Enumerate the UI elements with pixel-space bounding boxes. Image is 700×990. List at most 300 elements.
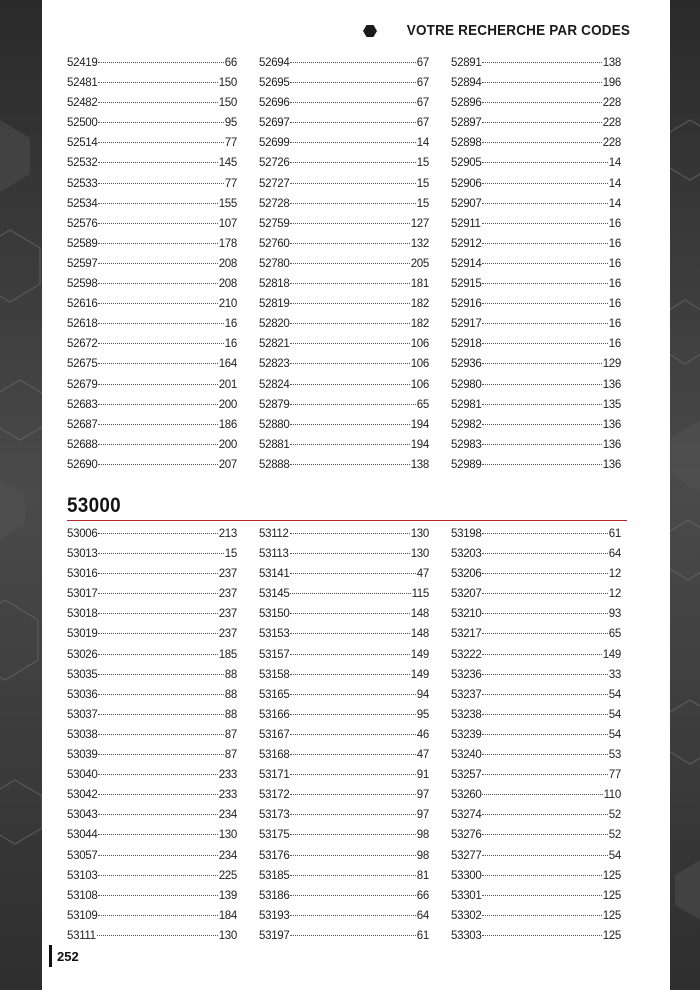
entry-code: 52780 bbox=[259, 257, 290, 270]
entry-page: 67 bbox=[416, 57, 429, 69]
index-column bbox=[67, 528, 237, 950]
entry-code: 52897 bbox=[451, 117, 482, 130]
entry-code: 52880 bbox=[259, 418, 290, 431]
dot-leader bbox=[482, 122, 601, 123]
index-entry bbox=[259, 117, 429, 137]
index-entry bbox=[67, 669, 237, 689]
index-entry bbox=[259, 850, 429, 870]
entry-page: 148 bbox=[410, 628, 429, 641]
entry-page: 66 bbox=[224, 57, 237, 69]
index-entry bbox=[451, 548, 621, 568]
dot-leader bbox=[482, 834, 607, 835]
dot-leader bbox=[290, 734, 415, 735]
entry-code: 53185 bbox=[259, 869, 290, 882]
entry-code: 53301 bbox=[451, 889, 482, 902]
entry-page: 94 bbox=[416, 688, 429, 701]
dot-leader bbox=[482, 203, 607, 204]
dot-leader bbox=[98, 363, 217, 364]
index-entry bbox=[67, 419, 237, 439]
entry-code: 53300 bbox=[451, 869, 482, 882]
entry-code: 53111 bbox=[67, 929, 96, 942]
dot-leader bbox=[290, 283, 409, 284]
dot-leader bbox=[290, 263, 409, 264]
index-column bbox=[451, 528, 621, 950]
index-entry bbox=[451, 358, 621, 378]
dot-leader bbox=[290, 553, 410, 554]
entry-code: 52936 bbox=[451, 358, 482, 371]
index-entry bbox=[451, 77, 621, 97]
entry-code: 52918 bbox=[451, 338, 482, 351]
entry-page: 95 bbox=[416, 708, 429, 721]
entry-page: 208 bbox=[218, 257, 237, 270]
index-entry bbox=[67, 439, 237, 459]
dot-leader bbox=[290, 464, 409, 465]
entry-page: 110 bbox=[603, 789, 621, 802]
entry-page: 136 bbox=[602, 378, 621, 391]
index-entry bbox=[67, 77, 237, 97]
dot-leader bbox=[98, 464, 217, 465]
index-entry bbox=[259, 548, 429, 568]
dot-leader bbox=[482, 794, 602, 795]
entry-code: 53057 bbox=[67, 849, 98, 862]
index-entry bbox=[451, 379, 621, 399]
entry-code: 53035 bbox=[67, 668, 98, 681]
entry-page: 200 bbox=[218, 438, 237, 451]
dot-leader bbox=[290, 915, 415, 916]
entry-code: 52907 bbox=[451, 197, 482, 210]
entry-page: 148 bbox=[410, 608, 429, 621]
entry-code: 53040 bbox=[67, 769, 98, 782]
index-entry bbox=[451, 809, 621, 829]
index-column bbox=[67, 57, 237, 479]
entry-code: 52481 bbox=[67, 77, 98, 90]
entry-code: 52916 bbox=[451, 298, 482, 311]
index-entry bbox=[259, 218, 429, 238]
dot-leader bbox=[482, 223, 608, 224]
entry-code: 53017 bbox=[67, 588, 98, 601]
dot-leader bbox=[482, 674, 607, 675]
dot-leader bbox=[482, 754, 607, 755]
dot-leader bbox=[290, 633, 409, 634]
index-column bbox=[259, 528, 429, 950]
entry-page: 16 bbox=[608, 217, 621, 230]
entry-page: 88 bbox=[224, 708, 237, 721]
index-entry bbox=[451, 588, 621, 608]
dot-leader bbox=[482, 142, 601, 143]
dot-leader bbox=[98, 895, 217, 896]
entry-code: 53167 bbox=[259, 728, 290, 741]
dot-leader bbox=[290, 573, 415, 574]
dot-leader bbox=[482, 935, 601, 936]
entry-code: 52911 bbox=[451, 217, 481, 230]
dot-leader bbox=[98, 183, 223, 184]
index-entry bbox=[67, 850, 237, 870]
dot-leader bbox=[482, 162, 607, 163]
entry-code: 53109 bbox=[67, 909, 98, 922]
index-entry bbox=[451, 568, 621, 588]
entry-page: 16 bbox=[608, 318, 621, 331]
dot-leader bbox=[290, 875, 415, 876]
entry-page: 145 bbox=[218, 157, 237, 170]
entry-page: 106 bbox=[410, 338, 429, 351]
section-title: 53000 bbox=[67, 494, 121, 517]
entry-page: 61 bbox=[416, 929, 429, 942]
entry-page: 130 bbox=[218, 929, 237, 942]
index-entry bbox=[67, 568, 237, 588]
index-entry bbox=[67, 97, 237, 117]
index-entry bbox=[451, 649, 621, 669]
dot-leader bbox=[97, 935, 218, 936]
index-entry bbox=[259, 568, 429, 588]
entry-page: 87 bbox=[224, 749, 237, 762]
entry-code: 52419 bbox=[67, 57, 98, 69]
index-entry bbox=[451, 930, 621, 950]
entry-code: 52980 bbox=[451, 378, 482, 391]
entry-page: 54 bbox=[608, 688, 621, 701]
entry-code: 53186 bbox=[259, 889, 290, 902]
index-entry bbox=[451, 829, 621, 849]
entry-page: 67 bbox=[416, 117, 429, 130]
entry-page: 65 bbox=[416, 398, 429, 411]
dot-leader bbox=[290, 303, 409, 304]
entry-page: 14 bbox=[416, 137, 429, 150]
index-entry bbox=[67, 608, 237, 628]
dot-leader bbox=[98, 794, 217, 795]
entry-page: 67 bbox=[416, 77, 429, 90]
entry-page: 185 bbox=[218, 648, 237, 661]
entry-code: 53193 bbox=[259, 909, 290, 922]
dot-leader bbox=[290, 674, 409, 675]
entry-page: 88 bbox=[224, 688, 237, 701]
dot-leader bbox=[98, 533, 217, 534]
dot-leader bbox=[482, 384, 601, 385]
index-entry bbox=[259, 238, 429, 258]
index-entry bbox=[451, 729, 621, 749]
dot-leader bbox=[98, 674, 223, 675]
index-entry bbox=[67, 218, 237, 238]
entry-code: 53236 bbox=[451, 668, 482, 681]
entry-code: 53016 bbox=[67, 568, 98, 581]
entry-page: 14 bbox=[608, 197, 621, 210]
entry-code: 53018 bbox=[67, 608, 98, 621]
entry-code: 53302 bbox=[451, 909, 482, 922]
dot-leader bbox=[482, 593, 607, 594]
entry-page: 54 bbox=[608, 708, 621, 721]
entry-code: 52696 bbox=[259, 97, 290, 110]
index-column bbox=[259, 57, 429, 479]
entry-code: 52759 bbox=[259, 217, 290, 230]
entry-code: 52881 bbox=[259, 438, 290, 451]
entry-page: 207 bbox=[218, 458, 237, 471]
entry-page: 15 bbox=[224, 548, 237, 561]
dot-leader bbox=[98, 283, 217, 284]
dot-leader bbox=[482, 183, 607, 184]
entry-page: 213 bbox=[218, 528, 237, 540]
entry-code: 53037 bbox=[67, 708, 98, 721]
entry-page: 149 bbox=[410, 648, 429, 661]
index-entry bbox=[451, 278, 621, 298]
entry-page: 129 bbox=[602, 358, 621, 371]
index-entry bbox=[259, 608, 429, 628]
index-entry bbox=[259, 789, 429, 809]
dot-leader bbox=[98, 343, 223, 344]
entry-page: 194 bbox=[410, 438, 429, 451]
entry-code: 52760 bbox=[259, 237, 290, 250]
index-column bbox=[451, 57, 621, 479]
dot-leader bbox=[290, 613, 409, 614]
index-entry bbox=[451, 709, 621, 729]
entry-code: 53168 bbox=[259, 749, 290, 762]
entry-code: 53197 bbox=[259, 929, 290, 942]
index-block-bottom bbox=[67, 528, 621, 950]
dot-leader bbox=[290, 243, 409, 244]
entry-code: 52912 bbox=[451, 237, 482, 250]
entry-page: 16 bbox=[608, 298, 621, 311]
entry-page: 81 bbox=[416, 869, 429, 882]
dot-leader bbox=[290, 694, 415, 695]
dot-leader bbox=[98, 814, 217, 815]
entry-code: 52675 bbox=[67, 358, 98, 371]
entry-page: 77 bbox=[608, 769, 621, 782]
index-entry bbox=[259, 358, 429, 378]
dot-leader bbox=[98, 404, 217, 405]
dot-leader bbox=[290, 444, 409, 445]
dot-leader bbox=[482, 464, 601, 465]
index-entry bbox=[259, 910, 429, 930]
entry-code: 53112 bbox=[259, 528, 289, 540]
index-entry bbox=[259, 870, 429, 890]
index-entry bbox=[67, 588, 237, 608]
entry-page: 91 bbox=[416, 769, 429, 782]
index-entry bbox=[67, 910, 237, 930]
entry-code: 52532 bbox=[67, 157, 98, 170]
entry-page: 233 bbox=[218, 789, 237, 802]
entry-page: 16 bbox=[608, 338, 621, 351]
dot-leader bbox=[98, 855, 217, 856]
index-entry bbox=[259, 588, 429, 608]
entry-page: 228 bbox=[602, 137, 621, 150]
index-entry bbox=[67, 117, 237, 137]
entry-page: 47 bbox=[416, 568, 429, 581]
entry-code: 52983 bbox=[451, 438, 482, 451]
entry-page: 194 bbox=[410, 418, 429, 431]
entry-page: 234 bbox=[218, 809, 237, 822]
entry-page: 47 bbox=[416, 749, 429, 762]
index-entry bbox=[67, 870, 237, 890]
index-entry bbox=[67, 459, 237, 479]
dot-leader bbox=[290, 82, 415, 83]
entry-page: 237 bbox=[218, 588, 237, 601]
index-entry bbox=[451, 669, 621, 689]
dot-leader bbox=[482, 814, 607, 815]
index-entry bbox=[451, 157, 621, 177]
entry-code: 52690 bbox=[67, 458, 98, 471]
entry-page: 184 bbox=[218, 909, 237, 922]
index-entry bbox=[259, 689, 429, 709]
index-entry bbox=[67, 278, 237, 298]
page-number-label: 252 bbox=[57, 948, 79, 964]
entry-code: 52824 bbox=[259, 378, 290, 391]
entry-page: 136 bbox=[602, 418, 621, 431]
index-entry bbox=[259, 930, 429, 950]
dot-leader bbox=[482, 283, 607, 284]
entry-code: 53013 bbox=[67, 548, 98, 561]
entry-page: 150 bbox=[218, 77, 237, 90]
index-entry bbox=[67, 709, 237, 729]
entry-page: 186 bbox=[218, 418, 237, 431]
index-entry bbox=[259, 459, 429, 479]
entry-page: 52 bbox=[608, 829, 621, 842]
index-entry bbox=[67, 137, 237, 157]
entry-code: 53203 bbox=[451, 548, 482, 561]
entry-code: 52589 bbox=[67, 237, 98, 250]
index-entry bbox=[259, 379, 429, 399]
index-entry bbox=[451, 198, 621, 218]
entry-page: 200 bbox=[218, 398, 237, 411]
entry-code: 53260 bbox=[451, 789, 482, 802]
dot-leader bbox=[98, 323, 223, 324]
entry-page: 237 bbox=[218, 628, 237, 641]
entry-code: 53175 bbox=[259, 829, 290, 842]
entry-code: 53276 bbox=[451, 829, 482, 842]
dot-leader bbox=[290, 834, 415, 835]
entry-page: 54 bbox=[608, 849, 621, 862]
entry-page: 46 bbox=[416, 728, 429, 741]
entry-code: 53210 bbox=[451, 608, 482, 621]
dot-leader bbox=[482, 444, 601, 445]
index-entry bbox=[451, 890, 621, 910]
index-entry bbox=[259, 769, 429, 789]
entry-page: 106 bbox=[410, 378, 429, 391]
entry-code: 52482 bbox=[67, 97, 98, 110]
index-entry bbox=[67, 789, 237, 809]
dot-leader bbox=[98, 774, 217, 775]
entry-page: 130 bbox=[410, 548, 429, 561]
entry-code: 52597 bbox=[67, 257, 98, 270]
dot-leader bbox=[290, 162, 415, 163]
entry-code: 52533 bbox=[67, 177, 98, 190]
index-entry bbox=[67, 258, 237, 278]
entry-code: 52896 bbox=[451, 97, 482, 110]
dot-leader bbox=[98, 243, 217, 244]
entry-code: 53173 bbox=[259, 809, 290, 822]
index-entry bbox=[451, 399, 621, 419]
index-entry bbox=[451, 178, 621, 198]
entry-code: 53042 bbox=[67, 789, 98, 802]
index-entry bbox=[259, 649, 429, 669]
dot-leader bbox=[290, 533, 410, 534]
entry-page: 125 bbox=[602, 889, 621, 902]
index-entry bbox=[451, 910, 621, 930]
dot-leader bbox=[290, 183, 415, 184]
entry-page: 182 bbox=[410, 298, 429, 311]
entry-page: 52 bbox=[608, 809, 621, 822]
index-entry bbox=[451, 749, 621, 769]
dot-leader bbox=[290, 62, 415, 63]
entry-page: 138 bbox=[410, 458, 429, 471]
entry-page: 205 bbox=[410, 257, 429, 270]
dot-leader bbox=[98, 444, 217, 445]
page-number-bar bbox=[49, 945, 52, 967]
dot-leader bbox=[98, 633, 217, 634]
dot-leader bbox=[290, 895, 415, 896]
entry-page: 210 bbox=[218, 298, 237, 311]
entry-page: 97 bbox=[416, 809, 429, 822]
entry-code: 53113 bbox=[259, 548, 289, 561]
index-entry bbox=[259, 628, 429, 648]
dot-leader bbox=[98, 613, 217, 614]
dot-leader bbox=[290, 814, 415, 815]
index-entry bbox=[451, 459, 621, 479]
index-entry bbox=[259, 528, 429, 548]
entry-code: 53165 bbox=[259, 688, 290, 701]
entry-code: 53237 bbox=[451, 688, 482, 701]
index-entry bbox=[67, 399, 237, 419]
index-entry bbox=[451, 419, 621, 439]
index-entry bbox=[451, 338, 621, 358]
dot-leader bbox=[482, 343, 607, 344]
entry-page: 15 bbox=[416, 197, 429, 210]
entry-code: 52697 bbox=[259, 117, 290, 130]
entry-page: 127 bbox=[410, 217, 429, 230]
entry-code: 53303 bbox=[451, 929, 482, 942]
entry-code: 52726 bbox=[259, 157, 290, 170]
index-entry bbox=[259, 809, 429, 829]
entry-page: 16 bbox=[608, 237, 621, 250]
entry-page: 149 bbox=[410, 668, 429, 681]
dot-leader bbox=[98, 714, 223, 715]
dot-leader bbox=[482, 533, 607, 534]
dot-leader bbox=[98, 875, 217, 876]
index-entry bbox=[259, 399, 429, 419]
entry-page: 12 bbox=[608, 588, 621, 601]
index-entry bbox=[67, 769, 237, 789]
entry-code: 52915 bbox=[451, 278, 482, 291]
dot-leader bbox=[482, 875, 601, 876]
index-entry bbox=[67, 238, 237, 258]
index-entry bbox=[451, 137, 621, 157]
dot-leader bbox=[98, 834, 217, 835]
entry-code: 53038 bbox=[67, 728, 98, 741]
entry-code: 53141 bbox=[259, 568, 290, 581]
dot-leader bbox=[482, 263, 607, 264]
entry-page: 64 bbox=[416, 909, 429, 922]
entry-code: 52514 bbox=[67, 137, 98, 150]
index-entry bbox=[451, 608, 621, 628]
index-entry bbox=[451, 117, 621, 137]
index-entry bbox=[67, 528, 237, 548]
dot-leader bbox=[290, 142, 415, 143]
entry-code: 52687 bbox=[67, 418, 98, 431]
entry-page: 164 bbox=[218, 358, 237, 371]
index-entry bbox=[67, 809, 237, 829]
entry-page: 196 bbox=[602, 77, 621, 90]
index-entry bbox=[259, 137, 429, 157]
entry-code: 52576 bbox=[67, 217, 98, 230]
index-entry bbox=[259, 278, 429, 298]
dot-leader bbox=[290, 593, 410, 594]
page-header bbox=[363, 22, 630, 39]
entry-page: 107 bbox=[218, 217, 237, 230]
entry-page: 155 bbox=[218, 197, 237, 210]
entry-page: 14 bbox=[608, 157, 621, 170]
index-entry bbox=[451, 57, 621, 77]
dot-leader bbox=[482, 694, 607, 695]
entry-code: 52888 bbox=[259, 458, 290, 471]
index-entry bbox=[259, 157, 429, 177]
entry-code: 52820 bbox=[259, 318, 290, 331]
index-entry bbox=[259, 890, 429, 910]
